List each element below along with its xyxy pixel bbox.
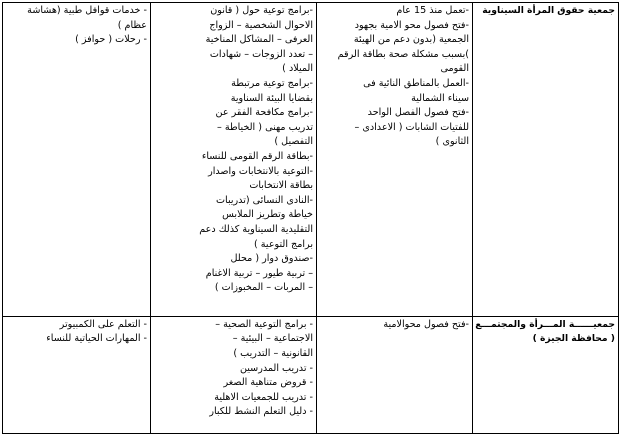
activities-line: تدريب مهنى ( الخياطة – xyxy=(217,121,313,133)
projects-line: -فتح فصول محو الامية بجهود xyxy=(354,19,469,31)
organization-cell xyxy=(473,316,619,433)
projects-cell xyxy=(317,3,473,317)
activities-line: - برامج التوعية الصحية – xyxy=(215,318,313,330)
activities-line: - دليل التعلم النشط للكبار xyxy=(209,406,313,418)
activities-line: -صندوق دوار ( محلل xyxy=(230,253,313,265)
projects-line: للفتيات الشابات ( الاعدادى – xyxy=(354,121,469,133)
activities-line: القانونية – التدريب ) xyxy=(233,347,313,359)
table-row xyxy=(3,316,619,433)
projects-line: سيناء الشمالية xyxy=(411,92,469,104)
services-line: - التعلم على الكمبيوتر xyxy=(59,318,147,330)
activities-cell xyxy=(151,316,317,433)
programs-table xyxy=(2,2,619,434)
organization-cell xyxy=(473,3,619,317)
activities-line: الاجتماعية – البيئية – xyxy=(232,333,313,345)
organization-line: جمعية حقوق المرأة السيناوية xyxy=(482,5,615,16)
activities-line: -برامج توعية مرتبطة xyxy=(231,77,313,89)
organization-line: جمعيــــــة المـــرأة والمجتمـــع xyxy=(475,318,615,330)
projects-line: -فتح فصول الفصل الواحد xyxy=(367,107,469,119)
services-line: عظام ) xyxy=(117,19,147,31)
organization-line: ( محافظة الجيزة ) xyxy=(532,333,615,345)
activities-line: - تدريب المدرسين xyxy=(239,362,313,374)
activities-line: - تدريب للجمعيات الاهلية xyxy=(214,391,313,403)
projects-line: الثانوى ) xyxy=(435,136,469,148)
services-cell xyxy=(3,316,151,433)
activities-line: -برامج مكافحة الفقر عن xyxy=(215,107,313,119)
services-line: - رحلات ( حوافز ) xyxy=(75,34,147,46)
activities-line: بقضايا البيئة السناوية xyxy=(230,92,313,104)
table-row xyxy=(3,3,619,317)
projects-line: -تعمل منذ 15 عام xyxy=(396,5,469,16)
projects-line: -العمل بالمناطق النائية فى xyxy=(363,77,469,89)
activities-line: الميلاد ) xyxy=(282,63,313,75)
activities-line: -بطاقة الرقم القومى للنساء xyxy=(201,150,313,162)
activities-line: - قروض متناهية الصغر xyxy=(223,377,313,389)
activities-cell xyxy=(151,3,317,317)
activities-line: بطاقة الانتخابات xyxy=(249,180,313,192)
activities-line: برامج التوعية ) xyxy=(253,238,313,250)
activities-line: -التوعية بالانتخابات واصدار xyxy=(208,165,313,177)
activities-line: -برامج توعية حول ( قانون xyxy=(210,5,313,16)
activities-line: – تعدد الزوجات – شهادات xyxy=(209,48,313,60)
activities-line: – المربات – المخبوزات ) xyxy=(214,282,313,294)
services-cell xyxy=(3,3,151,317)
projects-line: الجمعية (بدون دعم من الهيئة xyxy=(353,34,469,46)
activities-line: الاحوال الشخصية – الزواج xyxy=(209,19,313,31)
services-line: - خدمات قوافل طبية (هشاشة xyxy=(27,5,147,16)
projects-line: -فتح فصول محوالامية xyxy=(383,318,469,330)
activities-line: العرفى – المشاكل المناخية xyxy=(205,34,313,46)
projects-cell xyxy=(317,316,473,433)
projects-line: القومى xyxy=(440,63,469,75)
projects-line: )بسبب مشكلة صحة بطاقة الرقم xyxy=(337,48,469,60)
activities-line: التفصيل ) xyxy=(274,136,313,148)
activities-line: التقليدية السيناوية كذلك دعم xyxy=(199,223,313,235)
activities-line: – تربية طيور – تربية الاغنام xyxy=(205,267,313,279)
services-line: - المهارات الحياتية للنساء xyxy=(46,333,147,345)
activities-line: خياطة وتطريز الملابس xyxy=(222,209,313,221)
activities-line: -النادى النسائى (تدريبات xyxy=(216,194,313,206)
